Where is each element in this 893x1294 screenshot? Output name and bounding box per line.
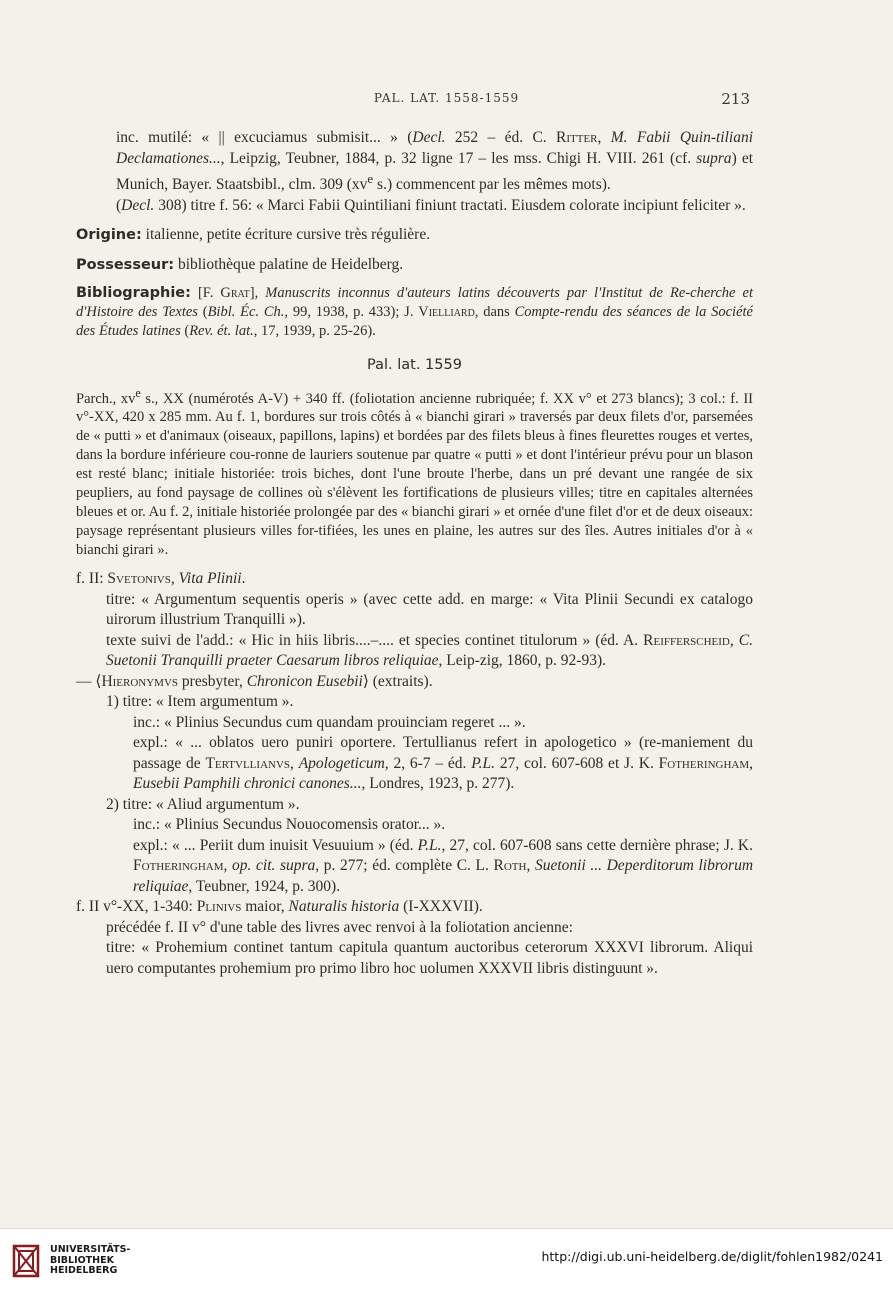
h2-inc: inc.: « Plinius Secundus Nouocomensis orator... ».: [133, 816, 446, 834]
item-f2-heading: f. II: Svetonivs, Vita Plinii.: [76, 570, 246, 588]
heidelberg-library-logo-icon[interactable]: [8, 1240, 44, 1282]
naturalis-precedee: précédée f. II v° d'une table des livres avec renvoi à la foliotation ancienne:: [106, 918, 573, 936]
page-number: 213: [721, 90, 750, 108]
source-url-link[interactable]: http://digi.ub.uni-heidelberg.de/diglit/fohlen1982/0241: [541, 1249, 883, 1264]
incipit-paragraph: inc. mutilé: « || excuciamus submisit... » (Decl. 252 – éd. C. Ritter, M. Fabii Quin-tiliani Declamationes..., Leipzig, Teubner, 1884, p. 32 ligne 17 – les mss. Chigi H. VIII. 261 (cf. supra) et Munich, Bayer. Staatsbibl., clm. 309 ($xv^e$ s.) commencent par les mêmes mots).: [116, 129, 754, 194]
h1-expl: expl.: « ... oblatos uero puniri oportere. Tertullianus refert in apologetico » (re-maniement du passage de Tertvllianvs, Apologeticum, 2, 6-7 – éd. P.L. 27, col. 607-608 et J. K. Fotheringham, Eusebii Pamphili chronici canones..., Londres, 1923, p. 277).: [133, 734, 754, 793]
description-paragraph: Parch., $xv^e$ s., XX (numérotés A-V) + 340 ff. (foliotation ancienne rubriquée; f. XX v° et 273 blancs); 3 col.: f. II v°-XX, 420 x 285 mm. Au f. 1, bordures sur trois côtés à « bianchi girari » traversés par deux filets d'or, parsemées de « putti » et d'animaux (oiseaux, papillons, lapins) et bordées par des filets bleus à fines fleurettes rouges et vertes, dans la bordure inférieure cou-ronne de lauriers soutenue par quatre « putti » et dont l'intérieur prévu pour un blason est resté blanc; initiale historiée: trois biches, dont l'une broute l'herbe, dans un pré devant une rangée de six peupliers, au fond paysage de collines où s'élèvent les fortifications de plusieurs villes; titre en capitales alternées bleues et or. Au f. 2, initiale historiée prolongée par des « bianchi girari » et ornée d'une filet d'or et de deux oiseaux: paysage représentant plusieurs villes for-tifiées, les unes en plaine, les autres sur des îles. Autres initiales d'or à « bianchi girari ».: [76, 385, 753, 559]
origine-line: Origine: italienne, petite écriture cursive très régulière.: [76, 226, 431, 244]
section-title: Pal. lat. 1559: [367, 357, 462, 374]
item-f2-titre: titre: « Argumentum sequentis operis » (avec cette add. en marge: « Vita Plinii Secundi ex catalogo uirorum illustrium Tranquilli »).: [106, 590, 753, 629]
h1-titre: 1) titre: « Item argumentum ».: [106, 693, 294, 711]
origine-label: Origine:: [76, 227, 142, 244]
item-hieronymus-heading: — ⟨Hieronymvs presbyter, Chronicon Eusebii⟩ (extraits).: [76, 672, 433, 690]
page-body: [76, 128, 753, 979]
naturalis-titre: titre: « Prohemium continet tantum capitula quantum auctoribus ceterorum XXXVI librorum. Aliqui uero computantes prohemium pro primo libro hoc uolumen XXXVII libris distinguunt ».: [106, 939, 753, 977]
running-title: PAL. LAT. 1558-1559: [373, 91, 520, 105]
h2-expl: expl.: « ... Periit dum inuisit Vesuuium » (éd. P.L., 27, col. 607-608 sans cette dernière phrase; J. K. Fotheringham, op. cit. supra, p. 277; éd. complète C. L. Roth, Suetonii ... Deperditorum librorum reliquiae, Teubner, 1924, p. 300).: [133, 836, 754, 895]
h1-inc: inc.: « Plinius Secundus cum quandam prouinciam regeret ... ».: [133, 713, 526, 731]
possesseur-label: Possesseur:: [76, 256, 175, 273]
item-f2-texte: texte suivi de l'add.: « Hic in hiis libris....–.... et species continet titulorum » (éd. A. Reifferscheid, C. Suetonii Tranquilli praeter Caesarum libros reliquiae, Leip-zig, 1860, p. 92-93).: [106, 631, 753, 670]
bibliographie-paragraph: Bibliographie: [F. Grat], Manuscrits inconnus d'auteurs latins découverts par l'Institut de Re-cherche et d'Histoire des Textes (Bibl. Éc. Ch., 99, 1938, p. 433); J. Vielliard, dans Compte-rendu des séances de la Société des Études latines (Rev. ét. lat., 17, 1939, p. 25-26).: [76, 285, 753, 340]
h2-titre: 2) titre: « Aliud argumentum ».: [106, 795, 300, 813]
possesseur-line: Possesseur: bibliothèque palatine de Heidelberg.: [76, 255, 404, 273]
item-naturalis-heading: f. II v°-XX, 1-340: Plinivs maior, Naturalis historia (I-XXXVII).: [76, 898, 483, 916]
library-name: UNIVERSITÄTS- BIBLIOTHEK HEIDELBERG: [50, 1244, 131, 1276]
decl-308-paragraph: (Decl. 308) titre f. 56: « Marci Fabii Quintiliani finiunt tractati. Eiusdem colorate incipiunt feliciter ».: [116, 196, 746, 214]
bibliographie-label: Bibliographie:: [76, 285, 191, 302]
footer-bar: [0, 1228, 893, 1294]
